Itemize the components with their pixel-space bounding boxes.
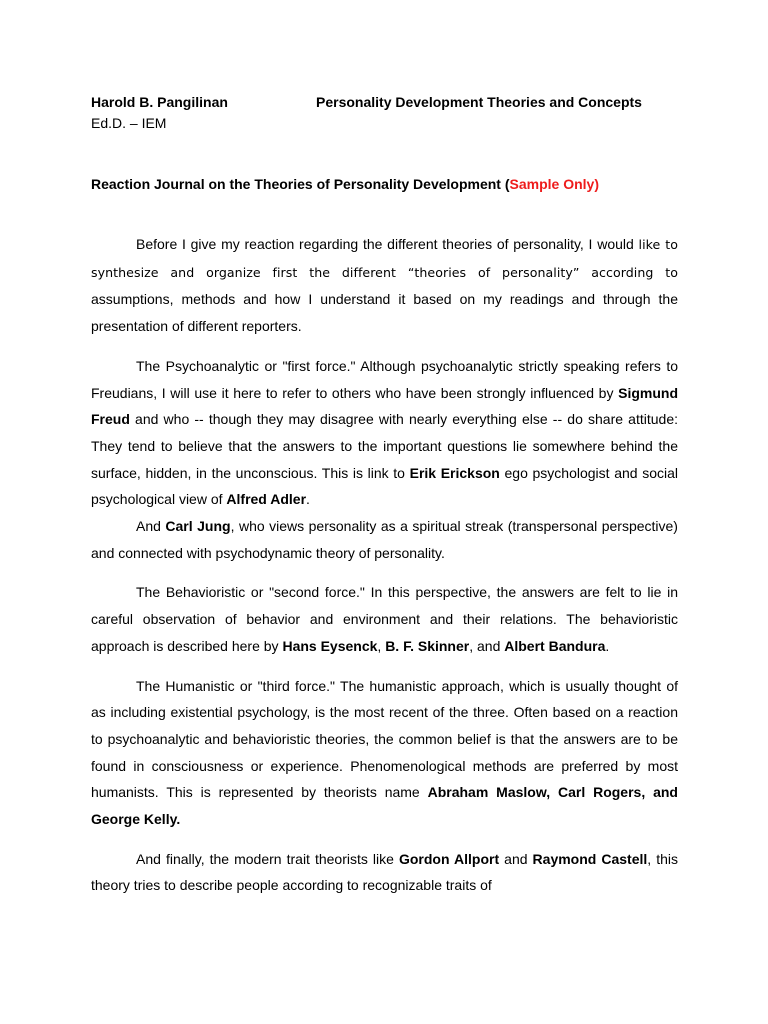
humanistic-theorist-names: Abraham Maslow, Carl Rogers, and George Kelly. — [91, 784, 678, 828]
journal-title — [91, 174, 599, 194]
psychoanalytic-text-4: . — [306, 491, 310, 508]
psychoanalytic-text-2: and who -- though they may disagree with nearly everything else -- do share attitude: They tend to believe that the answers to the important questions lie somewhere behind the surface, hidden, in the unconscious. This is link to — [91, 411, 678, 481]
paragraph-psychoanalytic — [91, 353, 678, 513]
humanistic-text-1: The Humanistic or "third force." The humanistic approach, which is usually thought of as including existential psychology, is the most recent of the three. Often based on a reaction to psychoanalytic and behavioristic theories, the common belief is that the answers are to be found in consciousness or experience. Phenomenological methods are preferred by most humanists. This is represented by theorists name — [91, 677, 678, 801]
name-hans-eysenck: Hans Eysenck — [282, 637, 378, 654]
name-alfred-adler: Alfred Adler — [226, 491, 307, 508]
trait-text-2: , this theory tries to describe people according to recognizable traits of — [91, 850, 678, 894]
intro-text-3: assumptions, methods and how I understand it based on my readings and through the presentation of different reporters. — [91, 291, 678, 335]
course-title: Personality Development Theories and Concepts — [316, 94, 642, 110]
sample-only-note: Sample Only) — [509, 176, 599, 192]
jung-text-2: , who views personality as a spiritual streak (transpersonal perspective) and connected with psychodynamic theory of personality. — [91, 518, 678, 561]
name-erik-erickson: Erik Erickson — [409, 464, 500, 481]
name-gordon-allport: Gordon Allport — [398, 850, 500, 867]
jung-text-1: And — [136, 518, 166, 535]
journal-body — [91, 231, 678, 899]
paragraph-humanistic — [91, 673, 678, 833]
intro-text-1: Before I give my reaction regarding the different theories of personality, I would — [136, 236, 639, 252]
name-albert-bandura: Albert Bandura — [504, 637, 606, 654]
behavioristic-end: . — [605, 637, 610, 654]
paragraph-behavioristic — [91, 579, 678, 659]
behavioristic-comma: , — [377, 637, 386, 654]
name-raymond-castell: Raymond Castell — [532, 850, 648, 867]
name-bf-skinner: B. F. Skinner — [385, 637, 470, 654]
psychoanalytic-text-3: ego psychologist and social psychological view of — [91, 464, 678, 508]
trait-text-1: And finally, the modern trait theorists like — [136, 850, 399, 867]
behavioristic-and: , and — [469, 637, 505, 654]
psychoanalytic-text-1: The Psychoanalytic or "first force." Although psychoanalytic strictly speaking refers to Freudians, I will use it here to refer to others who have been strongly influenced by — [91, 357, 678, 401]
journal-title-main: Reaction Journal on the Theories of Personality Development ( — [91, 176, 510, 192]
intro-text-2: like to synthesize and organize first the different “theories of personality” according to — [91, 237, 678, 280]
paragraph-intro — [91, 231, 678, 340]
author-degree: Ed.D. – IEM — [91, 115, 167, 131]
name-sigmund-freud: Sigmund Freud — [91, 384, 678, 428]
behavioristic-text-1: The Behavioristic or "second force." In this perspective, the answers are felt to lie in careful observation of behavior and environment and their relations. The behavioristic approach is described here by — [91, 584, 678, 654]
name-carl-jung: Carl Jung — [165, 518, 231, 535]
paragraph-jung — [91, 513, 678, 566]
author-name: Harold B. Pangilinan — [91, 94, 228, 110]
paragraph-trait — [91, 846, 678, 899]
trait-and: and — [499, 850, 533, 867]
